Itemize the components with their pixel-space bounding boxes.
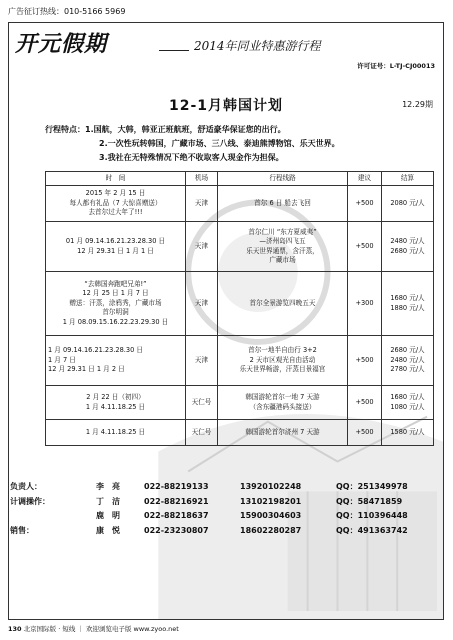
cell-suggest-line: +500: [355, 241, 374, 250]
cell-time: [46, 186, 186, 222]
cell-route-line: 2 天市区观光自由活动: [249, 355, 316, 364]
header-airport: 机场: [186, 172, 218, 186]
cell-suggest: [348, 186, 382, 222]
cell-price-line: 2780 元/人: [390, 365, 425, 374]
cell-suggest-line: +300: [355, 298, 374, 307]
contact-role: 销售：: [10, 525, 34, 535]
cell-route: [218, 386, 348, 420]
cell-price: [382, 272, 434, 336]
page-footer: [8, 624, 179, 633]
table-row: [46, 222, 434, 272]
cell-time-line: “去韩国奔跑吧兄弟!”: [84, 279, 147, 288]
feature-line: [45, 137, 340, 151]
cell-time-line: 1 月 7 日: [48, 355, 76, 364]
cell-route-line: （含东疆港码头接送）: [249, 402, 316, 411]
cell-route: [218, 420, 348, 446]
cell-route: [218, 336, 348, 386]
brand-divider: [159, 50, 189, 51]
header-price: 结算: [382, 172, 434, 186]
ad-hotline: 广告征订热线：010-5166 5969: [8, 7, 126, 16]
contact-name: 康 悦: [96, 525, 120, 535]
cell-suggest: [348, 222, 382, 272]
cell-price-line: 2080 元/人: [390, 198, 425, 207]
contact-qq: QQ：251349978: [336, 482, 408, 491]
cell-airport-line: 天津: [194, 355, 209, 364]
cell-airport-line: 天津: [194, 298, 209, 307]
page-title: 12-1月韩国计划: [168, 98, 284, 114]
cell-time-line: 12 月 29.31 日 1 月 1 日: [77, 246, 154, 255]
header-route: 行程线路: [218, 172, 348, 186]
cell-price-line: 1680 元/人: [390, 393, 425, 401]
cell-route-line: 广藏市场: [269, 256, 296, 264]
license-number: 许可证号：L-TJ-CJ00013: [357, 62, 435, 70]
features-label: 行程特点：: [45, 125, 85, 134]
cell-price-line: 2680 元/人: [390, 346, 425, 355]
table-body: [46, 186, 434, 446]
table-header-row: [46, 172, 434, 186]
contact-row: [10, 524, 416, 539]
cell-airport: [186, 420, 218, 446]
cell-price: [382, 386, 434, 420]
feature-line: [45, 123, 340, 137]
contact-name: 丁 洁: [96, 496, 120, 506]
cell-time-line: 1 月 4.11.18.25 日: [85, 402, 146, 411]
cell-time: [46, 420, 186, 446]
slogan: 2014年同业特惠游行程: [194, 39, 321, 53]
cell-airport: [186, 272, 218, 336]
feature-item: 2.一次性玩转韩国，广藏市场、三八线、泰迪熊博物馆、乐天世界。: [99, 139, 340, 148]
brand-logo: 开元假期: [15, 31, 108, 57]
contact-role: [10, 509, 66, 524]
contact-qq: QQ：110396448: [336, 511, 408, 520]
cell-route-line: 韩国游轮首尔一地 7 天游: [245, 393, 320, 401]
feature-item: 3.我社在无特殊情况下绝不收取客人现金作为担保。: [99, 153, 284, 162]
contact-row: [10, 509, 416, 524]
cell-time-line: 1 月 08.09.15.16.22.23.29.30 日: [62, 317, 169, 326]
cell-time-line: 去首尔过大年了!!!: [88, 208, 143, 217]
contact-mobile: 13102198201: [240, 496, 302, 506]
cell-price-line: 1680 元/人: [390, 294, 425, 302]
cell-time: [46, 272, 186, 336]
cell-time: [46, 336, 186, 386]
cell-price: [382, 420, 434, 446]
cell-time-line: 12 月 25 日 1 月 7 日: [82, 289, 149, 298]
cell-airport: [186, 336, 218, 386]
contact-qq: QQ：491363742: [336, 525, 408, 535]
cell-route-line: 首尔全景游览四晚五天: [249, 298, 316, 307]
issue-period: 12.29期: [402, 100, 433, 109]
cell-suggest: [348, 386, 382, 420]
cell-time: [46, 386, 186, 420]
table-row: [46, 186, 434, 222]
cell-time-line: 赠送：汗蒸，涂鸦秀，广藏市场: [69, 298, 162, 307]
cell-price-line: 1580 元/人: [390, 427, 425, 436]
cell-price-line: 2480 元/人: [390, 237, 425, 245]
features-block: [45, 123, 340, 165]
cell-time-line: 2015 年 2 月 15 日: [85, 189, 146, 198]
cell-route-line: 乐天世界畅游，汗蒸目景福宫: [239, 365, 326, 374]
feature-line: [45, 151, 340, 165]
contact-name: 鹿 明: [96, 511, 120, 520]
contact-mobile: 18602280287: [240, 525, 302, 535]
footer-text: 北京国际版 · 短线 ｜ 欢迎浏览电子版 www.zyoo.net: [23, 625, 179, 633]
contact-landline: 022-88218637: [144, 511, 209, 520]
cell-route-line: 韩国游轮首尔济州 7 天游: [245, 427, 320, 436]
page-number: 130: [8, 625, 22, 633]
cell-time-line: 2 月 22 日（初四）: [86, 393, 145, 401]
cell-route: [218, 186, 348, 222]
cell-price-line: 1080 元/人: [390, 402, 425, 411]
cell-route-line: 首尔一地半自由行 3+2: [248, 346, 317, 355]
cell-route-line: 首尔仁川 “东方夏威夷”: [248, 227, 317, 236]
cell-airport-line: 天仁号: [191, 427, 212, 436]
cell-route: [218, 272, 348, 336]
cell-time-line: 每人都有礼品（7 大惊喜赠送）: [69, 198, 162, 207]
cell-airport: [186, 222, 218, 272]
cell-suggest-line: +500: [355, 355, 374, 364]
cell-route: [218, 222, 348, 272]
cell-time-line: 01 月 09.14.16.21.23.28.30 日: [65, 237, 166, 245]
cell-airport-line: 天仁号: [191, 397, 212, 406]
cell-airport: [186, 386, 218, 420]
cell-airport-line: 天津: [194, 198, 209, 207]
contact-qq: QQ：58471859: [336, 496, 403, 506]
contact-row: [10, 480, 416, 495]
cell-route-line: 乐天世界通票，含汗蒸，: [246, 246, 319, 255]
feature-item: 1.国航，大韩，韩亚正班航班，舒适豪华保证您的出行。: [85, 125, 286, 134]
cell-time-line: 12 月 29.31 日 1 月 2 日: [48, 365, 125, 374]
tour-table: [45, 171, 434, 446]
contacts-block: [10, 480, 416, 538]
contact-landline: 022-23230807: [144, 525, 209, 535]
cell-price-line: 2480 元/人: [390, 355, 425, 364]
cell-airport: [186, 186, 218, 222]
cell-price-line: 2680 元/人: [390, 246, 425, 255]
table-row: [46, 386, 434, 420]
cell-time-line: 1 月 4.11.18.25 日: [85, 427, 146, 436]
cell-time-line: 首尔明洞: [102, 308, 129, 317]
header-suggest: 建议: [348, 172, 382, 186]
contact-mobile: 15900304603: [240, 511, 302, 520]
contact-role: 计调操作：: [10, 496, 50, 506]
contact-name: 李 亮: [96, 482, 120, 491]
contact-landline: 022-88219133: [144, 482, 209, 491]
cell-time-line: 1 月 09.14.16.21.23.28.30 日: [48, 346, 143, 355]
contact-role: 负责人：: [10, 482, 42, 491]
cell-price: [382, 222, 434, 272]
cell-price: [382, 186, 434, 222]
cell-suggest: [348, 420, 382, 446]
table-row: [46, 336, 434, 386]
table-row: [46, 420, 434, 446]
cell-suggest: [348, 336, 382, 386]
cell-suggest-line: +500: [355, 397, 374, 406]
cell-airport-line: 天津: [194, 241, 209, 250]
cell-price: [382, 336, 434, 386]
cell-suggest: [348, 272, 382, 336]
header-time: 时 间: [46, 172, 186, 186]
contact-landline: 022-88216921: [144, 496, 209, 506]
cell-price-line: 1880 元/人: [390, 303, 425, 312]
cell-route-line: —济州岛四飞五: [259, 237, 306, 245]
contact-row: [10, 495, 416, 510]
cell-route-line: 首尔 6 日 船去飞回: [254, 198, 311, 207]
contact-mobile: 13920102248: [240, 482, 302, 491]
cell-suggest-line: +500: [355, 427, 374, 436]
table-row: [46, 272, 434, 336]
cell-suggest-line: +500: [355, 198, 374, 207]
cell-time: [46, 222, 186, 272]
